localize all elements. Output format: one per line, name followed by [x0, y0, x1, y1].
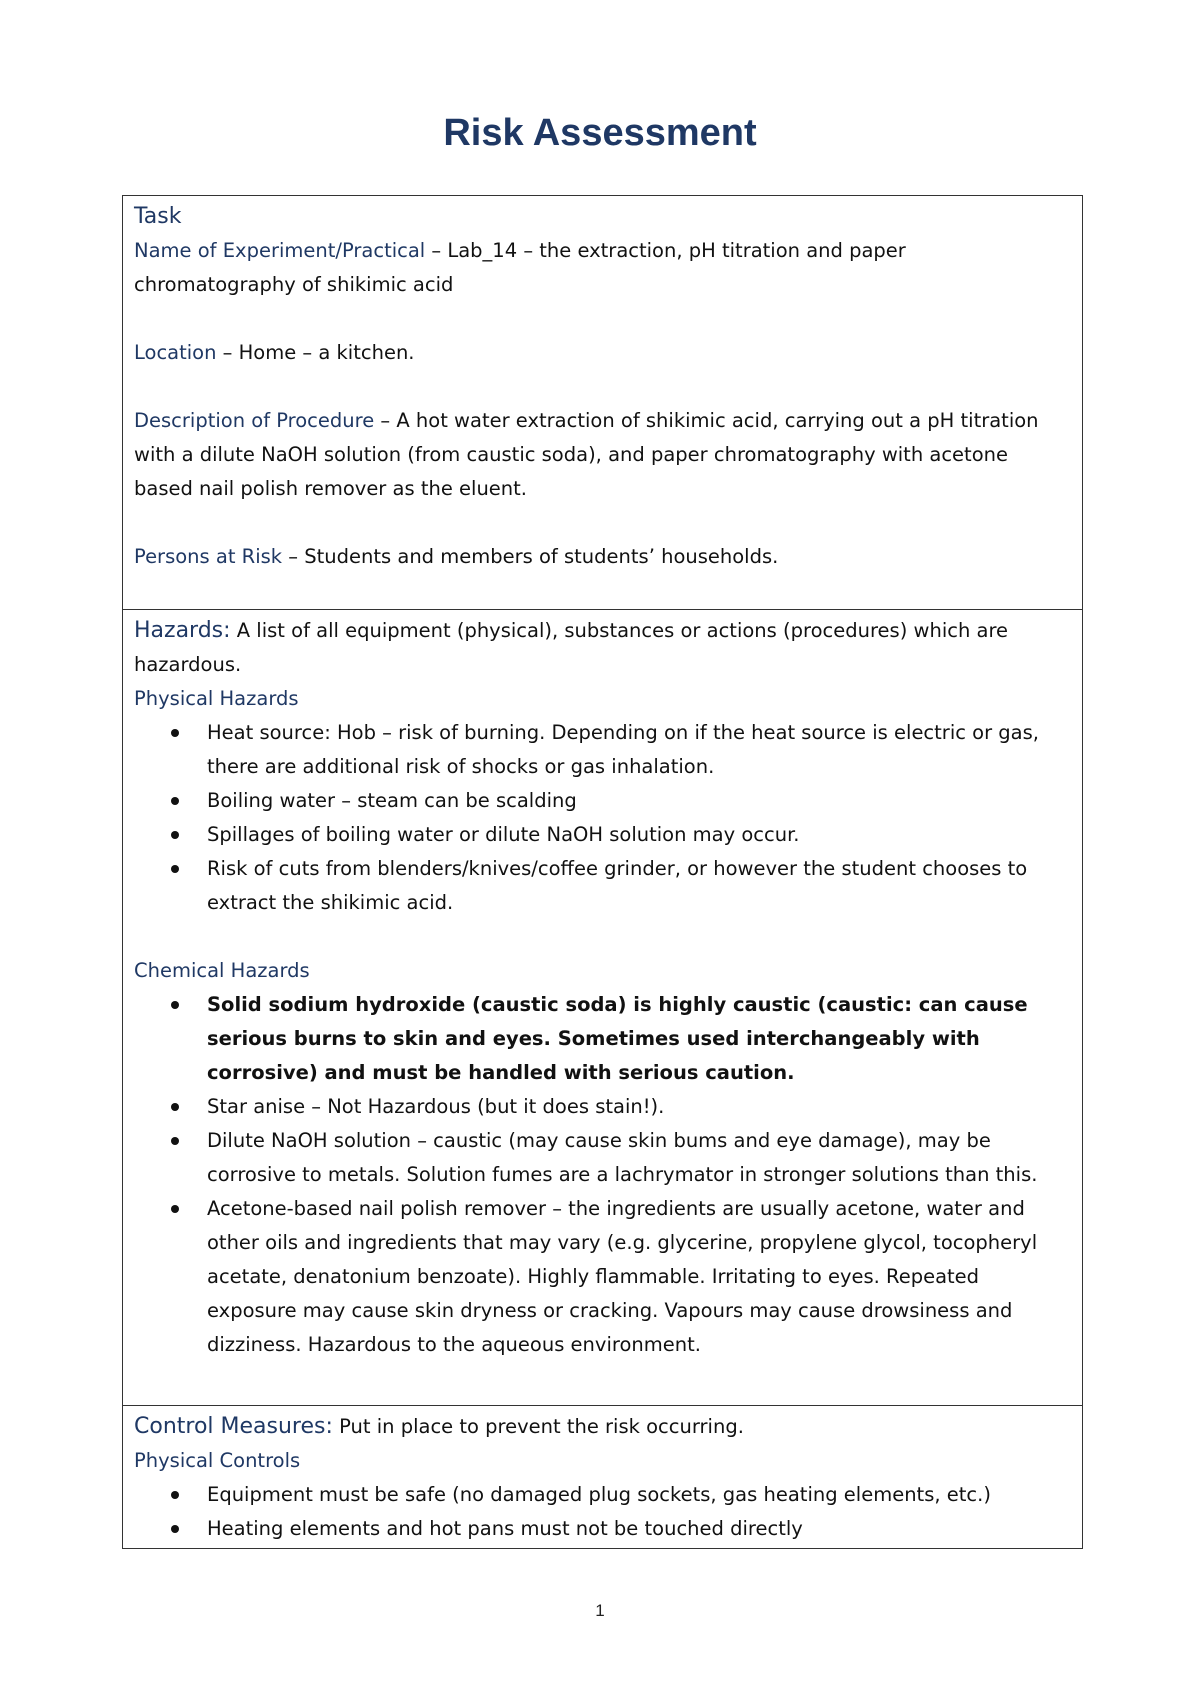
list-item: Solid sodium hydroxide (caustic soda) is highly caustic (caustic: can cause serious burns to skin and eyes. Sometimes used interchangeably with corrosive) and must be handled with serious caution.: [134, 988, 1072, 1090]
page-number: 1: [595, 1601, 605, 1620]
physical-hazards-list: [134, 716, 1072, 920]
list-item: Heating elements and hot pans must not be touched directly: [134, 1512, 1072, 1546]
experiment-name-paragraph: [134, 234, 1072, 302]
procedure-label: Description of Procedure: [134, 409, 375, 432]
physical-hazards-heading: Physical Hazards: [134, 687, 299, 710]
task-section: [123, 196, 1082, 610]
procedure-paragraph: [134, 404, 1072, 506]
hazards-section: [123, 610, 1082, 1406]
bullet-icon: [171, 1205, 179, 1213]
hazards-heading: Hazards:: [134, 618, 231, 643]
bullet-icon: [171, 865, 179, 873]
list-item: Dilute NaOH solution – caustic (may cause skin bums and eye damage), may be corrosive to metals. Solution fumes are a lachrymator in stronger solutions than this.: [134, 1124, 1072, 1192]
task-heading: Task: [134, 204, 182, 229]
list-item: Star anise – Not Hazardous (but it does stain!).: [134, 1090, 1072, 1124]
controls-intro-paragraph: [134, 1410, 1072, 1444]
chemical-hazards-list: [134, 988, 1072, 1362]
location-label: Location: [134, 341, 217, 364]
bullet-icon: [171, 1491, 179, 1499]
physical-controls-heading: Physical Controls: [134, 1449, 301, 1472]
list-item: Acetone-based nail polish remover – the ingredients are usually acetone, water and other oils and ingredients that may vary (e.g. glycerine, propylene glycol, tocopheryl acetate, denatonium benzoate). Highly flammable. Irritating to eyes. Repeated exposure may cause skin dryness or cracking. Vapours may cause drowsiness and dizziness. Hazardous to the aqueous environment.: [134, 1192, 1072, 1362]
physical-controls-list: [134, 1478, 1072, 1546]
persons-at-risk-paragraph: [134, 540, 1072, 574]
list-item: Risk of cuts from blenders/knives/coffee grinder, or however the student chooses to extract the shikimic acid.: [134, 852, 1072, 920]
list-item: Equipment must be safe (no damaged plug sockets, gas heating elements, etc.): [134, 1478, 1072, 1512]
bullet-icon: [171, 831, 179, 839]
control-measures-heading: Control Measures:: [134, 1414, 333, 1439]
experiment-name-label: Name of Experiment/Practical: [134, 239, 426, 262]
experiment-name-value: – Lab_14 – the extraction, pH titration and paper chromatography of shikimic acid: [134, 239, 906, 296]
hazards-intro-paragraph: [134, 614, 1072, 682]
hazards-intro: A list of all equipment (physical), substances or actions (procedures) which are hazardous.: [134, 619, 1009, 676]
controls-intro: Put in place to prevent the risk occurring.: [332, 1415, 744, 1438]
list-item: Heat source: Hob – risk of burning. Depending on if the heat source is electric or gas, there are additional risk of shocks or gas inhalation.: [134, 716, 1072, 784]
bullet-icon: [171, 1137, 179, 1145]
page-title: Risk Assessment: [443, 112, 757, 154]
control-measures-section: [123, 1406, 1082, 1548]
location-paragraph: [134, 336, 1072, 370]
procedure-value: – A hot water extraction of shikimic acid, carrying out a pH titration with a dilute NaOH solution (from caustic soda), and paper chromatography with acetone based nail polish remover as the eluent.: [134, 409, 1039, 500]
bullet-icon: [171, 1103, 179, 1111]
bullet-icon: [171, 1001, 179, 1009]
list-item: Spillages of boiling water or dilute NaOH solution may occur.: [134, 818, 1072, 852]
persons-at-risk-label: Persons at Risk: [134, 545, 283, 568]
chemical-hazards-heading: Chemical Hazards: [134, 959, 310, 982]
persons-at-risk-value: – Students and members of students’ households.: [282, 545, 779, 568]
list-item: Boiling water – steam can be scalding: [134, 784, 1072, 818]
bullet-icon: [171, 729, 179, 737]
bullet-icon: [171, 797, 179, 805]
location-value: – Home – a kitchen.: [216, 341, 415, 364]
risk-assessment-table: [122, 195, 1083, 1549]
bullet-icon: [171, 1525, 179, 1533]
